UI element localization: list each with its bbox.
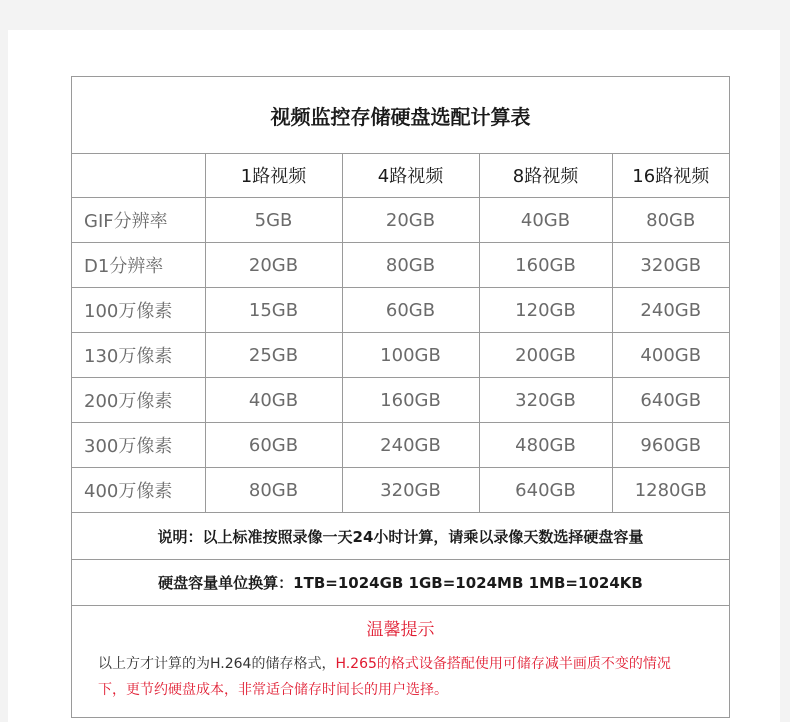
table-cell: 100GB [342, 333, 479, 378]
table-cell: 60GB [342, 288, 479, 333]
table-cell: 160GB [479, 243, 612, 288]
table-row [72, 288, 729, 333]
table-cell: 240GB [612, 288, 729, 333]
header-cell-8ch: 8路视频 [479, 153, 612, 198]
table-cell: 200GB [479, 333, 612, 378]
table-cell: 20GB [342, 198, 479, 243]
table-cell: 80GB [342, 243, 479, 288]
table-cell: 120GB [479, 288, 612, 333]
tip-text-h264: 以上方才计算的为H.264的储存格式， [98, 656, 336, 672]
table-cell: 640GB [479, 468, 612, 513]
table-cell: 640GB [612, 378, 729, 423]
table-header-row [72, 153, 729, 198]
header-cell-1ch: 1路视频 [205, 153, 342, 198]
table-cell: 400GB [612, 333, 729, 378]
page-sheet [8, 30, 780, 722]
table-cell: 25GB [205, 333, 342, 378]
row-label: 200万像素 [72, 378, 205, 423]
table-cell: 480GB [479, 423, 612, 468]
table-row [72, 333, 729, 378]
row-label: 100万像素 [72, 288, 205, 333]
table-cell: 5GB [205, 198, 342, 243]
table-row [72, 378, 729, 423]
storage-table [72, 153, 729, 513]
table-cell: 40GB [205, 378, 342, 423]
tip-body [98, 651, 698, 703]
row-label: D1分辨率 [72, 243, 205, 288]
table-row [72, 423, 729, 468]
header-cell-empty [72, 153, 205, 198]
header-cell-16ch: 16路视频 [612, 153, 729, 198]
calculation-table-frame [71, 76, 730, 718]
table-row [72, 198, 729, 243]
table-cell: 80GB [205, 468, 342, 513]
table-cell: 240GB [342, 423, 479, 468]
header-cell-4ch: 4路视频 [342, 153, 479, 198]
table-cell: 960GB [612, 423, 729, 468]
calculation-note: 说明：以上标准按照录像一天24小时计算，请乘以录像天数选择硬盘容量 [72, 513, 729, 560]
unit-conversion-note: 硬盘容量单位换算：1TB=1024GB 1GB=1024MB 1MB=1024KB [72, 560, 729, 606]
tip-text-h265: H.265的格式设备搭配使用可储存减半画质不变的情况下，更节约硬盘成本，非常适合储存时间长的用户选择。 [98, 656, 671, 698]
row-label: 300万像素 [72, 423, 205, 468]
table-cell: 1280GB [612, 468, 729, 513]
table-cell: 320GB [612, 243, 729, 288]
row-label: GIF分辨率 [72, 198, 205, 243]
row-label: 400万像素 [72, 468, 205, 513]
table-cell: 80GB [612, 198, 729, 243]
table-row [72, 468, 729, 513]
table-cell: 20GB [205, 243, 342, 288]
table-cell: 60GB [205, 423, 342, 468]
table-cell: 40GB [479, 198, 612, 243]
table-cell: 320GB [342, 468, 479, 513]
table-cell: 15GB [205, 288, 342, 333]
tip-title: 温馨提示 [366, 620, 435, 640]
row-label: 130万像素 [72, 333, 205, 378]
table-row [72, 243, 729, 288]
table-cell: 160GB [342, 378, 479, 423]
table-cell: 320GB [479, 378, 612, 423]
table-title: 视频监控存储硬盘选配计算表 [72, 77, 729, 154]
